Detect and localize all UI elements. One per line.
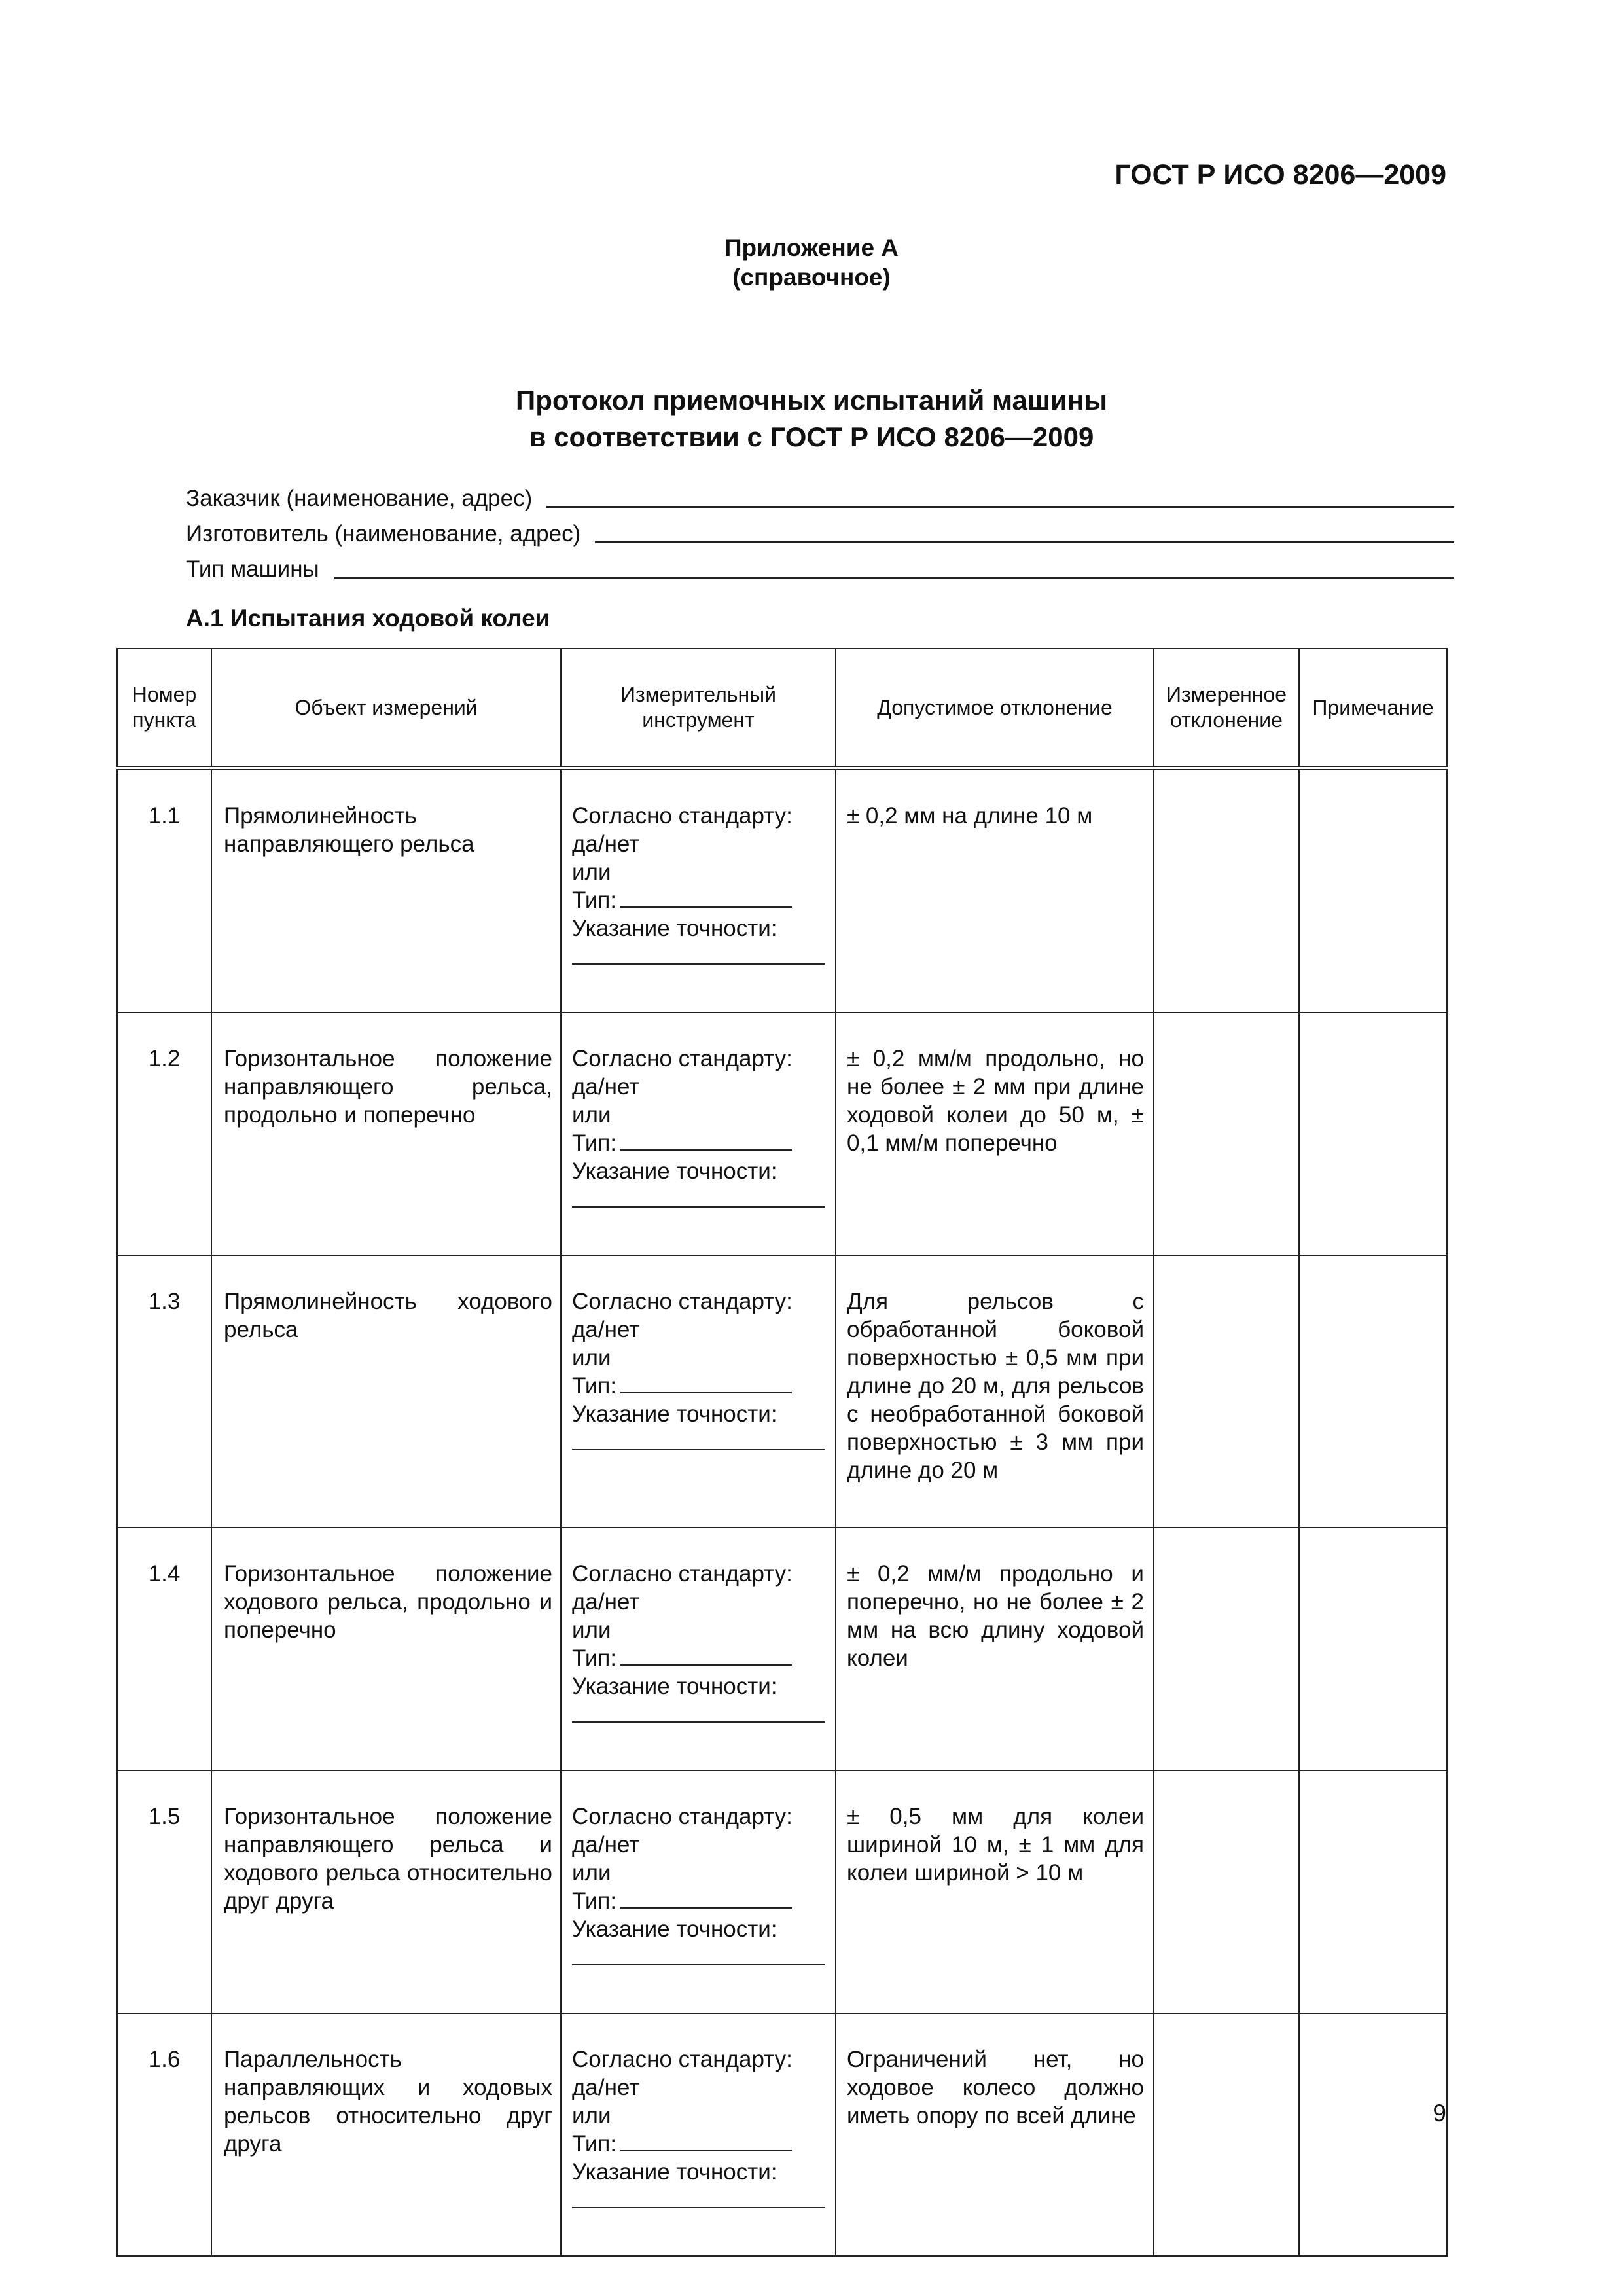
note-cell[interactable] xyxy=(1299,1255,1447,1528)
type-row xyxy=(572,2130,825,2158)
type-row xyxy=(572,1129,825,1157)
instrument-cell xyxy=(561,1528,836,1770)
or-label: или xyxy=(572,2103,611,2128)
manufacturer-label: Изготовитель (наименование, адрес) xyxy=(186,521,581,547)
standard-label: Согласно стандарту: xyxy=(572,1046,793,1071)
machine-type-input-line[interactable] xyxy=(334,577,1454,579)
accuracy-input-line[interactable] xyxy=(572,946,825,965)
protocol-table xyxy=(116,648,1448,2257)
measurement-object: Параллельность направляющих и ходовых рельсов относительно друг друга xyxy=(211,2013,561,2256)
protocol-title-line2: в соответствии с ГОСТ Р ИСО 8206—2009 xyxy=(529,422,1094,452)
accuracy-label: Указание точности: xyxy=(572,1401,777,1427)
note-cell[interactable] xyxy=(1299,1528,1447,1770)
measurement-object: Горизонтальное положение направляющего рельса и ходового рельса относительно друг друга xyxy=(211,1770,561,2013)
note-cell[interactable] xyxy=(1299,768,1447,1013)
type-label: Тип: xyxy=(572,888,617,913)
customer-label: Заказчик (наименование, адрес) xyxy=(186,486,533,511)
instrument-cell xyxy=(561,2013,836,2256)
type-label: Тип: xyxy=(572,1645,617,1671)
item-number: 1.2 xyxy=(117,1013,211,1255)
yes-no-label: да/нет xyxy=(572,1589,640,1615)
measured-deviation-cell[interactable] xyxy=(1154,1528,1299,1770)
machine-type-label: Тип машины xyxy=(186,556,319,582)
table-row xyxy=(117,1770,1447,2013)
yes-no-label: да/нет xyxy=(572,2075,640,2100)
tolerance: ± 0,2 мм на длине 10 м xyxy=(836,768,1154,1013)
type-row xyxy=(572,1372,825,1400)
type-input-line[interactable] xyxy=(620,2130,792,2151)
type-row xyxy=(572,886,825,914)
or-label: или xyxy=(572,859,611,885)
header-object: Объект измерений xyxy=(211,649,561,768)
standard-label: Согласно стандарту: xyxy=(572,1561,793,1587)
table-row xyxy=(117,768,1447,1013)
measured-deviation-cell[interactable] xyxy=(1154,1770,1299,2013)
accuracy-label: Указание точности: xyxy=(572,1158,777,1184)
table-row xyxy=(117,1528,1447,1770)
instrument-cell xyxy=(561,768,836,1013)
measured-deviation-cell[interactable] xyxy=(1154,2013,1299,2256)
manufacturer-field xyxy=(186,521,1454,547)
type-label: Тип: xyxy=(572,1373,617,1399)
instrument-cell xyxy=(561,1770,836,2013)
type-row xyxy=(572,1887,825,1915)
type-row xyxy=(572,1644,825,1672)
table-row xyxy=(117,1013,1447,1255)
tolerance: ± 0,2 мм/м продольно и поперечно, но не более ± 2 мм на всю длину ходовой колеи xyxy=(836,1528,1154,1770)
note-cell[interactable] xyxy=(1299,2013,1447,2256)
table-row xyxy=(117,1255,1447,1528)
type-label: Тип: xyxy=(572,2131,617,2157)
standard-label: Согласно стандарту: xyxy=(572,1289,793,1314)
measured-deviation-cell[interactable] xyxy=(1154,768,1299,1013)
header-tolerance: Допустимое отклонение xyxy=(836,649,1154,768)
yes-no-label: да/нет xyxy=(572,1832,640,1857)
document-code: ГОСТ Р ИСО 8206—2009 xyxy=(1115,159,1446,190)
accuracy-input-line[interactable] xyxy=(572,2190,825,2208)
table-header-row xyxy=(117,649,1447,768)
or-label: или xyxy=(572,1345,611,1371)
header-item-number: Номер пункта xyxy=(117,649,211,768)
accuracy-input-line[interactable] xyxy=(572,1189,825,1208)
accuracy-label: Указание точности: xyxy=(572,1916,777,1942)
item-number: 1.3 xyxy=(117,1255,211,1528)
standard-label: Согласно стандарту: xyxy=(572,2047,793,2072)
type-input-line[interactable] xyxy=(620,1888,792,1909)
accuracy-input-line[interactable] xyxy=(572,1432,825,1450)
note-cell[interactable] xyxy=(1299,1013,1447,1255)
instrument-cell xyxy=(561,1255,836,1528)
yes-no-label: да/нет xyxy=(572,1074,640,1100)
machine-type-field xyxy=(186,556,1454,583)
annex-title: Приложение А xyxy=(724,234,899,261)
customer-field xyxy=(186,486,1454,512)
header-instrument: Измерительный инструмент xyxy=(561,649,836,768)
standard-label: Согласно стандарту: xyxy=(572,1804,793,1829)
page-number: 9 xyxy=(1433,2100,1446,2126)
accuracy-label: Указание точности: xyxy=(572,2159,777,2185)
accuracy-label: Указание точности: xyxy=(572,1674,777,1699)
measurement-object: Горизонтальное положение направляющего рельса, продольно и поперечно xyxy=(211,1013,561,1255)
measurement-object: Прямолинейность ходового рельса xyxy=(211,1255,561,1528)
header-measured: Измеренное отклонение xyxy=(1154,649,1299,768)
tolerance: ± 0,5 мм для колеи шириной 10 м, ± 1 мм для колеи шириной > 10 м xyxy=(836,1770,1154,2013)
customer-input-line[interactable] xyxy=(546,506,1454,508)
item-number: 1.5 xyxy=(117,1770,211,2013)
measurement-object: Горизонтальное положение ходового рельса, продольно и поперечно xyxy=(211,1528,561,1770)
type-label: Тип: xyxy=(572,1888,617,1914)
annex-kind: (справочное) xyxy=(732,264,891,291)
item-number: 1.4 xyxy=(117,1528,211,1770)
instrument-cell xyxy=(561,1013,836,1255)
yes-no-label: да/нет xyxy=(572,1317,640,1342)
item-number: 1.6 xyxy=(117,2013,211,2256)
accuracy-input-line[interactable] xyxy=(572,1704,825,1723)
section-title: А.1 Испытания ходовой колеи xyxy=(186,605,550,632)
or-label: или xyxy=(572,1102,611,1128)
table-row xyxy=(117,2013,1447,2256)
or-label: или xyxy=(572,1860,611,1886)
type-input-line[interactable] xyxy=(620,1130,792,1151)
tolerance: Для рельсов с обработанной боковой поверхностью ± 0,5 мм при длине до 20 м, для рельсов с необработанной боковой поверхностью ± 3 мм при длине до 20 м xyxy=(836,1255,1154,1528)
manufacturer-input-line[interactable] xyxy=(595,541,1454,543)
measured-deviation-cell[interactable] xyxy=(1154,1255,1299,1528)
accuracy-label: Указание точности: xyxy=(572,916,777,941)
type-input-line[interactable] xyxy=(620,1372,792,1393)
tolerance: Ограничений нет, но ходовое колесо должно иметь опору по всей длине xyxy=(836,2013,1154,2256)
header-note: Примечание xyxy=(1299,649,1447,768)
standard-label: Согласно стандарту: xyxy=(572,803,793,829)
measured-deviation-cell[interactable] xyxy=(1154,1013,1299,1255)
note-cell[interactable] xyxy=(1299,1770,1447,2013)
tolerance: ± 0,2 мм/м продольно, но не более ± 2 мм при длине ходовой колеи до 50 м, ± 0,1 мм/м поперечно xyxy=(836,1013,1154,1255)
or-label: или xyxy=(572,1617,611,1643)
yes-no-label: да/нет xyxy=(572,831,640,857)
accuracy-input-line[interactable] xyxy=(572,1947,825,1965)
protocol-title-line1: Протокол приемочных испытаний машины xyxy=(516,385,1107,416)
type-label: Тип: xyxy=(572,1130,617,1156)
measurement-object: Прямолинейность направляющего рельса xyxy=(211,768,561,1013)
type-input-line[interactable] xyxy=(620,1645,792,1666)
type-input-line[interactable] xyxy=(620,887,792,908)
item-number: 1.1 xyxy=(117,768,211,1013)
